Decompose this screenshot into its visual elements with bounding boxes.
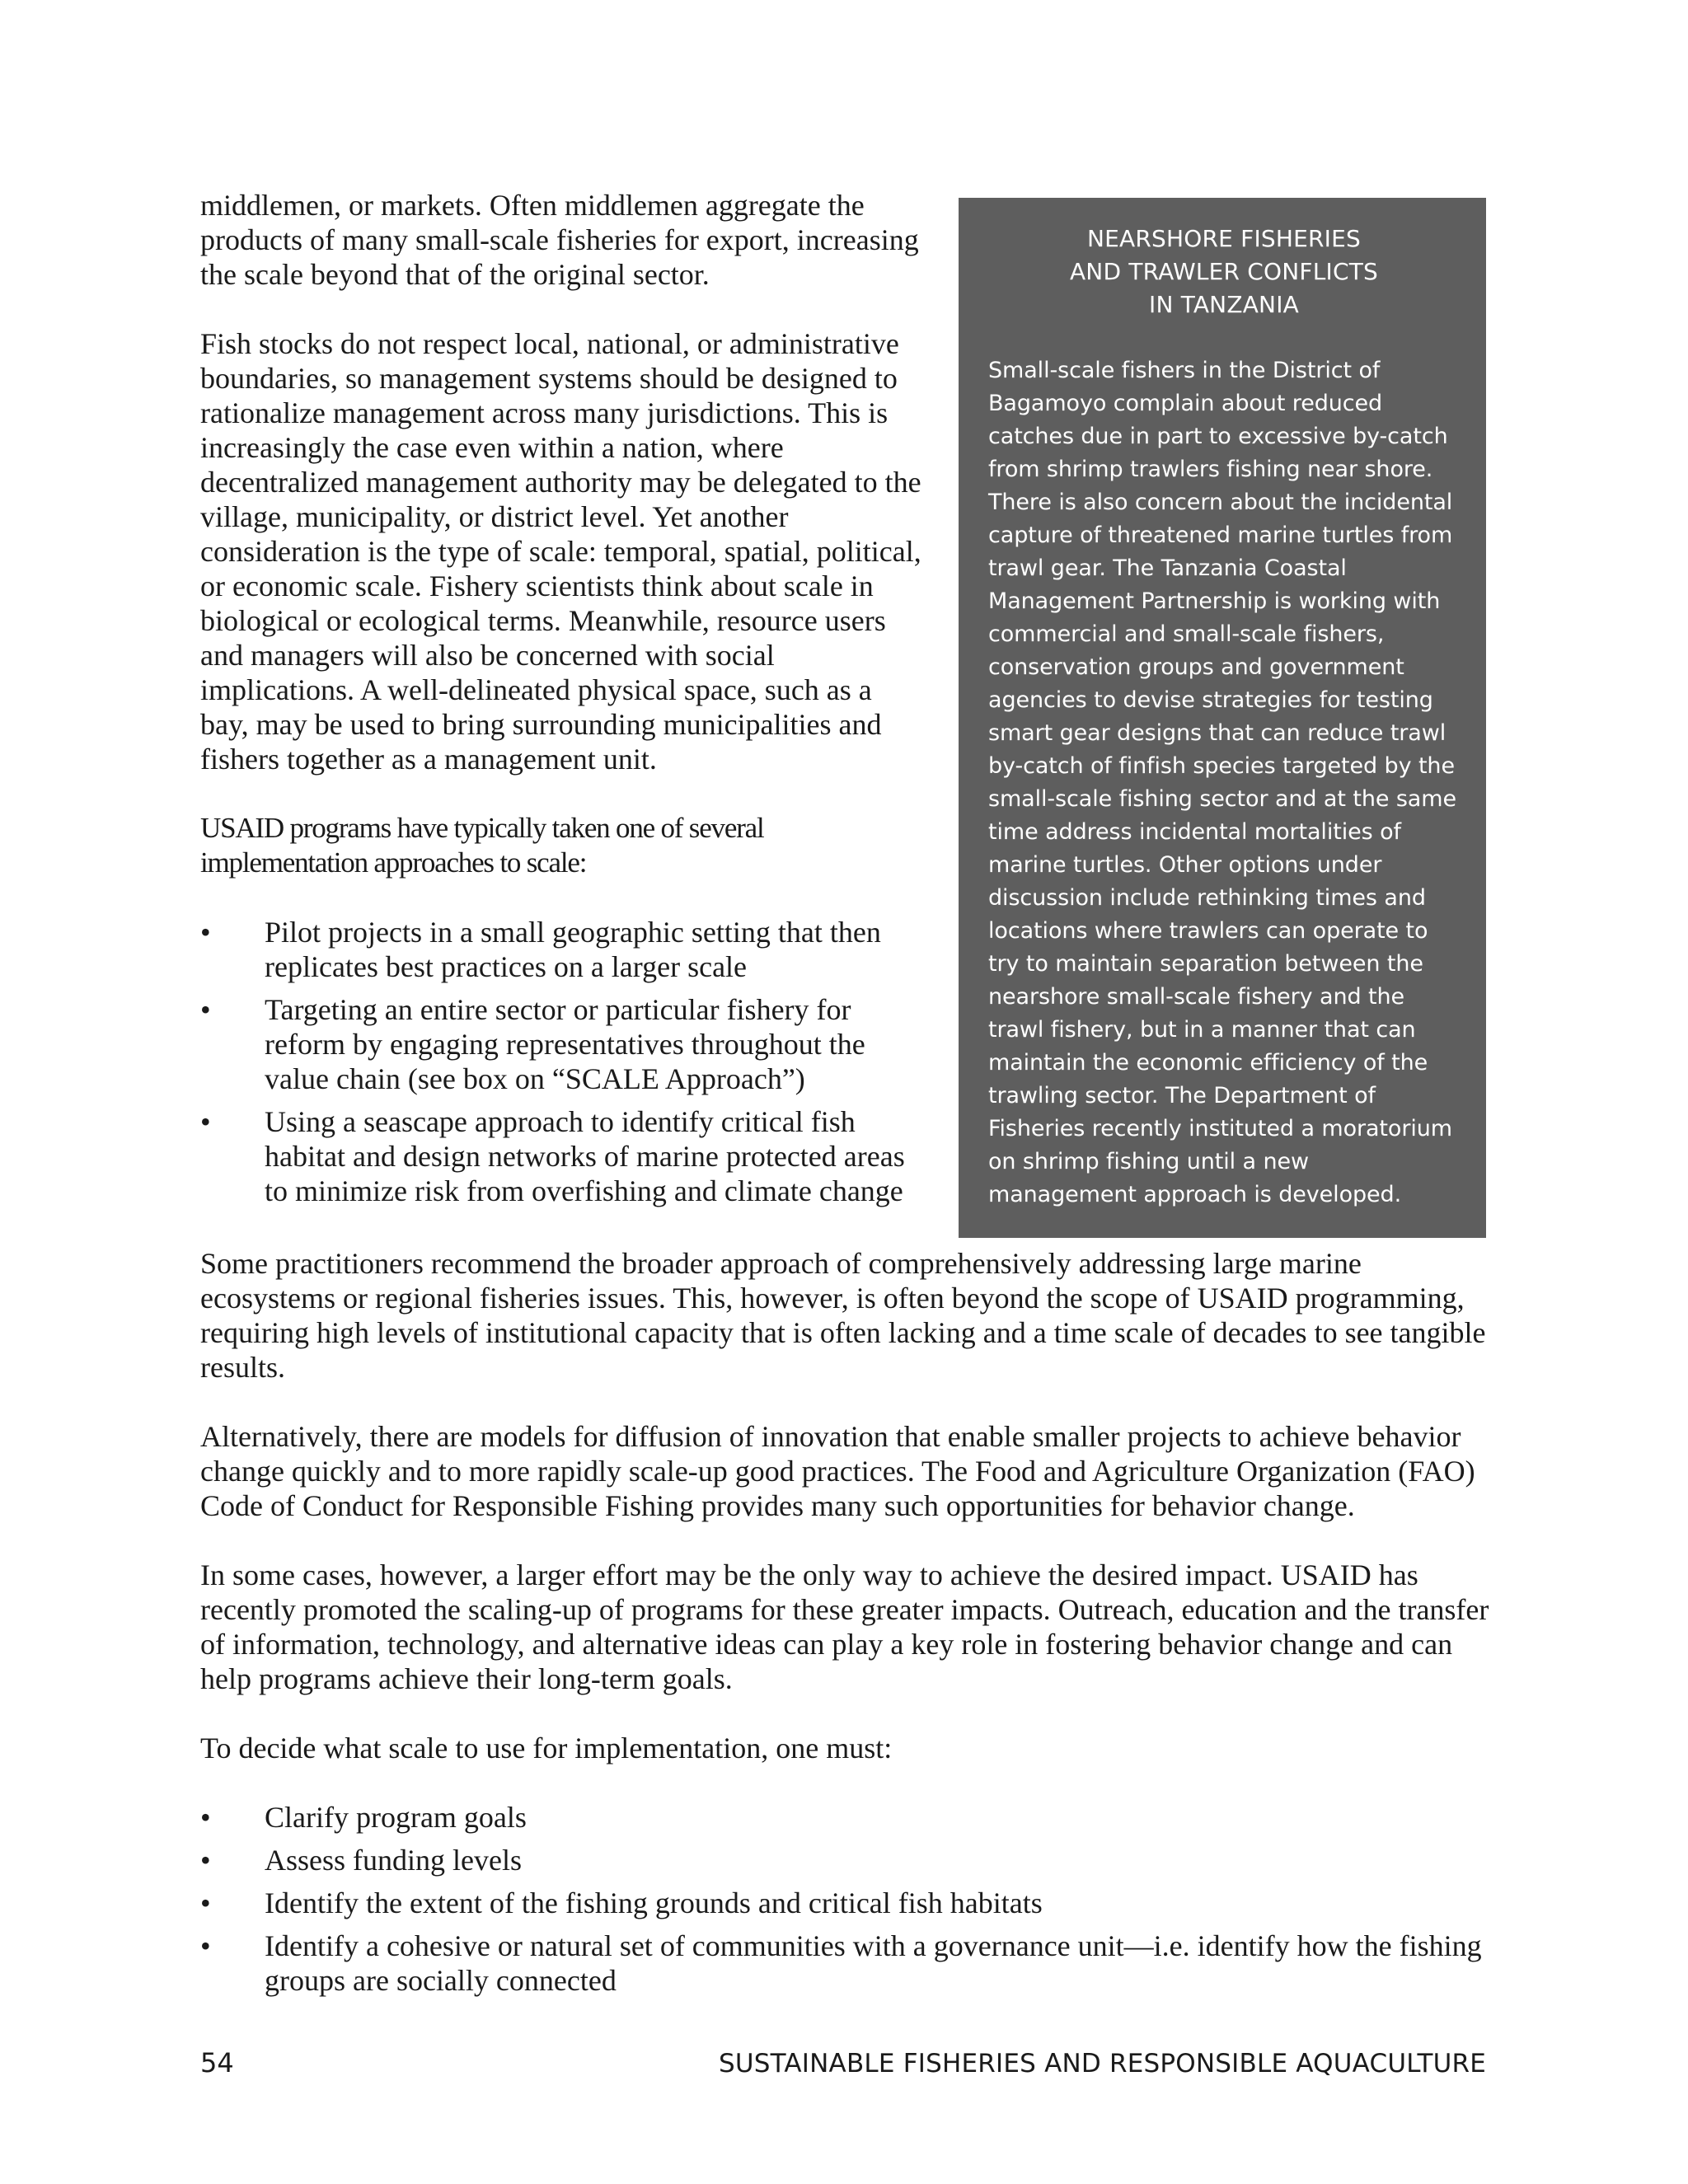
sidebar-title (988, 223, 1460, 321)
list-item: • Targeting an entire sector or particular fishery for reform by engaging representatives throughout the value chain (see box on “SCALE Approach”) (200, 992, 926, 1096)
page-footer (200, 2047, 1486, 2079)
list-item: • Identify a cohesive or natural set of communities with a governance unit—i.e. identify how the fishing groups are socially connected (200, 1929, 1494, 1998)
page-number: 54 (200, 2047, 234, 2079)
left-column (200, 188, 926, 1216)
paragraph-fish-stocks: Fish stocks do not respect local, national, or administrative boundaries, so management systems should be designed to rationalize management across many jurisdictions. This is increasingly the case even within a nation, where decentralized management authority may be delegated to the village, municipality, or district level. Yet another consideration is the type of scale: temporal, spatial, political, or economic scale. Fishery scientists think about scale in biological or ecological terms. Meanwhile, resource users and managers will also be concerned with social implications. A well-delineated physical space, such as a bay, may be used to bring surrounding municipalities and fishers together as a management unit. (200, 327, 921, 776)
sidebar-body: Small-scale fishers in the District of Bagamoyo complain about reduced catches due in part to excessive by-catch from shrimp trawlers fishing near shore. There is also concern about the incidental capture of threatened marine turtles from trawl gear. The Tanzania Coastal Management Partnership is working with commercial and small-scale fishers, conservation groups and government agencies to devise strategies for testing smart gear designs that can reduce trawl by-catch of finfish species targeted by the small-scale fishing sector and at the same time address incidental mortalities of marine turtles. Other options under discussion include rethinking times and locations where trawlers can operate to try to maintain separation between the nearshore small-scale fishery and the trawl fishery, but in a manner that can maintain the economic efficiency of the trawling sector. The Department of Fisheries recently instituted a moratorium on shrimp fishing until a new management approach is developed. (988, 358, 1456, 1207)
approaches-list (200, 915, 926, 1208)
sidebar-title-line: NEARSHORE FISHERIES (1086, 225, 1362, 252)
full-width-section (200, 1246, 1494, 2006)
decision-list (200, 1800, 1494, 1998)
paragraph-middlemen: middlemen, or markets. Often middlemen aggregate the products of many small-scale fisheries for export, increasing the scale beyond that of the original sector. (200, 189, 919, 291)
paragraph-larger-effort: In some cases, however, a larger effort may be the only way to achieve the desired impact. USAID has recently promoted the scaling-up of programs for these greater impacts. Outreach, education and the transfer of information, technology, and alternative ideas can play a key role in fostering behavior change and can help programs achieve their long-term goals. (200, 1558, 1489, 1695)
running-title: SUSTAINABLE FISHERIES AND RESPONSIBLE AQUACULTURE (719, 2049, 1486, 2079)
sidebar-box-tanzania (959, 198, 1486, 1238)
paragraph-usaid-approaches: USAID programs have typically taken one of several implementation approaches to scale: (200, 812, 764, 879)
paragraph-decide-scale: To decide what scale to use for implementation, one must: (200, 1732, 893, 1765)
list-item: • Identify the extent of the fishing grounds and critical fish habitats (200, 1886, 1494, 1920)
list-item: • Pilot projects in a small geographic setting that then replicates best practices on a larger scale (200, 915, 926, 984)
paragraph-diffusion: Alternatively, there are models for diffusion of innovation that enable smaller projects to achieve behavior change quickly and to more rapidly scale-up good practices. The Food and Agriculture Organization (FAO) Code of Conduct for Responsible Fishing provides many such opportunities for behavior change. (200, 1420, 1475, 1522)
sidebar-title-line: AND TRAWLER CONFLICTS (1069, 258, 1379, 285)
list-item: • Clarify program goals (200, 1800, 1494, 1835)
paragraph-broader-approach: Some practitioners recommend the broader approach of comprehensively addressing large marine ecosystems or regional fisheries issues. This, however, is often beyond the scope of USAID programming, requiring high levels of institutional capacity that is often lacking and a time scale of decades to see tangible results. (200, 1247, 1486, 1384)
list-item: • Using a seascape approach to identify critical fish habitat and design networks of marine protected areas to minimize risk from overfishing and climate change (200, 1104, 926, 1208)
list-item: • Assess funding levels (200, 1843, 1494, 1877)
sidebar-title-line: IN TANZANIA (1148, 291, 1300, 318)
